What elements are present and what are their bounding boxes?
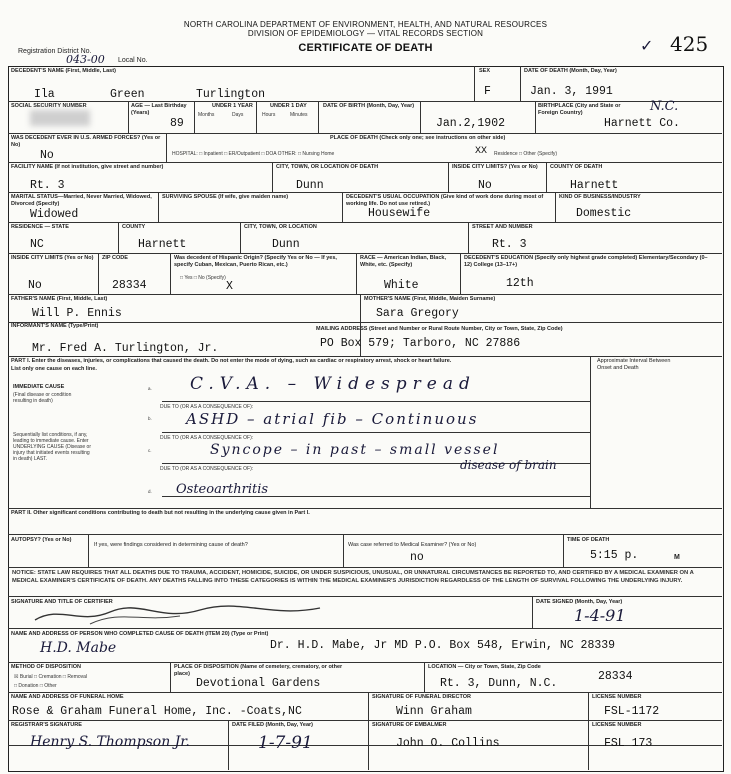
due-to-b: DUE TO (OR AS A CONSEQUENCE OF): bbox=[160, 435, 254, 441]
date-of-birth: Jan.2,1902 bbox=[436, 117, 506, 130]
res-county-label: COUNTY bbox=[122, 224, 146, 230]
father-label: FATHER'S NAME (First, Middle, Last) bbox=[11, 296, 108, 302]
residence-county: Harnett bbox=[138, 238, 187, 251]
due-to-c: DUE TO (OR AS A CONSEQUENCE OF): bbox=[160, 466, 254, 472]
agency-name: NORTH CAROLINA DEPARTMENT OF ENVIRONMENT, HEALTH, AND NATURAL RESOURCES bbox=[183, 20, 548, 29]
certifier-signature bbox=[30, 600, 330, 628]
cause-line-a: C.V.A. – Widespread bbox=[190, 374, 476, 394]
medical-examiner-value: no bbox=[410, 551, 424, 564]
date-filed: 1-7-91 bbox=[258, 733, 313, 753]
date-filed-label: DATE FILED (Month, Day, Year) bbox=[232, 722, 313, 728]
mother-name: Sara Gregory bbox=[376, 307, 459, 320]
medical-examiner-label: Was case referred to Medical Examiner? (Yes or No) bbox=[348, 542, 477, 548]
zip-value: 28334 bbox=[112, 279, 147, 292]
location-label: LOCATION — City or Town, State, Zip Code bbox=[428, 664, 541, 670]
immediate-label: IMMEDIATE CAUSE bbox=[13, 384, 65, 390]
decedent-last-name: Turlington bbox=[196, 88, 266, 101]
redacted-ssn bbox=[30, 110, 90, 126]
license-number: FSL-1172 bbox=[604, 705, 660, 718]
method-options-2: □ Donation □ Other bbox=[14, 683, 57, 689]
birthplace-state: N.C. bbox=[650, 99, 679, 114]
city-of-death: Dunn bbox=[296, 179, 324, 192]
hispanic-options: □ Yes □ No (Specify) bbox=[180, 275, 226, 281]
industry-label: KIND OF BUSINESS/INDUSTRY bbox=[559, 194, 641, 200]
decedent-first-name: Ila bbox=[34, 88, 55, 101]
mailing-label: MAILING ADDRESS (Street and Number or Rural Route Number, City or Town, State, Zip Code) bbox=[316, 326, 563, 332]
birthplace-label: BIRTHPLACE (City and State or Foreign Country) bbox=[538, 103, 621, 116]
cause-line-c: Syncope – in past – small vessel bbox=[210, 442, 500, 458]
sex-value: F bbox=[484, 85, 491, 98]
birthplace-county: Harnett Co. bbox=[604, 117, 680, 130]
part1-label: PART I. Enter the diseases, injuries, or complications that caused the death. Do not enter the mode of dying, such as cardiac or respiratory arrest, shock or heart failure. bbox=[11, 358, 452, 364]
date-signed-label: DATE SIGNED (Month, Day, Year) bbox=[536, 599, 623, 605]
time-meridiem: M bbox=[674, 554, 680, 561]
street-label: STREET AND NUMBER bbox=[472, 224, 533, 230]
checkmark-icon: ✓ bbox=[640, 36, 654, 55]
date-of-death-label: DATE OF DEATH (Month, Day, Year) bbox=[524, 68, 617, 74]
informant-label: INFORMANT'S NAME (Type/Print) bbox=[11, 323, 99, 329]
hours-label: Hours bbox=[262, 112, 276, 118]
informant-name: Mr. Fred A. Turlington, Jr. bbox=[32, 342, 219, 355]
registrar-label: REGISTRAR'S SIGNATURE bbox=[11, 722, 82, 728]
part1-sub: List only one cause on each line. bbox=[11, 366, 97, 372]
days-label: Days bbox=[232, 112, 244, 118]
res-state-label: RESIDENCE — STATE bbox=[11, 224, 69, 230]
certificate-title: CERTIFICATE OF DEATH bbox=[298, 42, 433, 54]
residence-city: Dunn bbox=[272, 238, 300, 251]
interval-label: Approximate Interval Between Onset and Death bbox=[597, 358, 671, 371]
hospital-options: HOSPITAL: □ Inpatient □ ER/Outpatient □ DOA OTHER: □ Nursing Home bbox=[172, 151, 335, 157]
place-label: PLACE OF DISPOSITION (Name of cemetery, crematory, or other place) bbox=[174, 664, 343, 677]
under-1-day-label: UNDER 1 DAY bbox=[270, 103, 307, 109]
disposition-zip: 28334 bbox=[598, 670, 633, 683]
part2-label: PART II. Other significant conditions contributing to death but not resulting in the underlying cause given in Part I. bbox=[11, 510, 310, 516]
education-value: 12th bbox=[506, 277, 534, 290]
funeral-home-label: NAME AND ADDRESS OF FUNERAL HOME bbox=[11, 694, 124, 700]
name-label: DECEDENT'S NAME (First, Middle, Last) bbox=[11, 68, 116, 74]
father-name: Will P. Ennis bbox=[32, 307, 122, 320]
stamp-number: 425 bbox=[670, 32, 709, 56]
date-signed: 1-4-91 bbox=[574, 606, 626, 625]
local-no-label: Local No. bbox=[118, 57, 148, 64]
marital-label: MARITAL STATUS—Married, Never Married, Widowed, Divorced (Specify) bbox=[11, 194, 152, 207]
license2-label: LICENSE NUMBER bbox=[592, 722, 642, 728]
place-of-disposition: Devotional Gardens bbox=[196, 677, 321, 690]
occupation-label: DECEDENT'S USUAL OCCUPATION (Give kind of work done during most of working life. Do not use retired.) bbox=[346, 194, 544, 207]
autopsy-label: AUTOPSY? (Yes or No) bbox=[11, 537, 72, 543]
director-label: SIGNATURE OF FUNERAL DIRECTOR bbox=[372, 694, 472, 700]
hispanic-value: X bbox=[226, 280, 233, 293]
cause-line-d: Osteoarthritis bbox=[176, 482, 269, 497]
date-of-death: Jan. 3, 1991 bbox=[530, 85, 613, 98]
findings-label: If yes, were findings considered in determining cause of death? bbox=[94, 542, 248, 548]
division-name: DIVISION OF EPIDEMIOLOGY — VITAL RECORDS SECTION bbox=[247, 29, 484, 38]
city-of-death-label: CITY, TOWN, OR LOCATION OF DEATH bbox=[276, 164, 379, 170]
certifier-name-address: Dr. H.D. Mabe, Jr MD P.O. Box 548, Erwin, NC 28339 bbox=[270, 639, 616, 652]
sequential-label: Sequentially list conditions, if any, leading to immediate cause. Enter UNDERLYING CAUSE (Disease or injury that initiated events resulting in death) LAST. bbox=[13, 432, 91, 462]
age-label: AGE — Last Birthday (Years) bbox=[131, 103, 187, 116]
residence-state: NC bbox=[30, 238, 44, 251]
residence-inside-city: No bbox=[28, 279, 42, 292]
education-label: DECEDENT'S EDUCATION (Specify only highest grade completed) Elementary/Secondary (0–12) College (13–17+) bbox=[464, 255, 708, 268]
funeral-home: Rose & Graham Funeral Home, Inc. -Coats,NC bbox=[12, 705, 302, 718]
race-label: RACE — American Indian, Black, White, etc. (Specify) bbox=[360, 255, 446, 268]
death-certificate: NORTH CAROLINA DEPARTMENT OF ENVIRONMENT, HEALTH, AND NATURAL RESOURCES DIVISION OF EPIDEMIOLOGY — VITAL RECORDS SECTION CERTIFICATE OF DEATH ✓ 425 Registration District No. 043-00 Local No. DECEDENT'S NAME (First, Middle, Last) Ila Green Turlington SEX F DATE OF DEATH (Month, Day, Year) Jan. 3, 1991 SOCIAL SECURITY NUMBER AGE — Last Birthday (Years) 89 UNDER 1 YEAR Months Days UNDER 1 DAY Hours Minutes DATE OF BIRTH (Month, Day, Year) Jan.2,1902 BIRTHPLACE (City and State or Foreign Country) N.C. Harnett Co. WAS DECEDENT EVER IN U.S. ARMED FORCES? (Yes or No) No PLACE OF DEATH (Check only one; see instructions on other side) HOSPITAL: □ Inpatient □ ER/Outpatient □ DOA OTHER: □ Nursing Home XX Residence □ Other (Specify) FACILITY NAME (If not institution, give street and number) Rt. 3 CITY, TOWN, OR LOCATION OF DEATH Dunn INSIDE CITY LIMITS? (Yes or No) No COUNTY OF DEATH Harnett MARITAL STATUS—Married, Never Married, Widowed, Divorced (Specify) Widowed SURVIVING SPOUSE (If wife, give maiden name) DECEDENT'S USUAL OCCUPATION (Give kind of work done during most of working life. Do not use retired.) Housewife KIND OF BUSINESS/INDUSTRY Domestic RESIDENCE — STATE NC COUNTY Harnett CITY, TOWN, OR LOCATION Dunn STREET AND NUMBER Rt. 3 INSIDE CITY LIMITS (Yes or No) No ZIP CODE 28334 Was decedent of Hispanic Origin? (Specify Yes or No — If yes, specify Cuban, Mexican, Puerto Rican, etc.) □ Yes □ No (Specify) X RACE — American Indian, Black, White, etc. (Specify) White DECEDENT'S EDUCATION (Specify only highest grade completed) Elementary/Secondary (0–12) College (13–17+) 12th FATHER'S NAME (First, Middle, Last) Will P. Ennis MOTHER'S NAME (First, Middle, Maiden Surname) Sara Gregory INFORMANT'S NAME (Type/Print) Mr. Fred A. Turlington, Jr. MAILING ADDRESS (Street and Number or Rural Route Number, City or Town, State, Zip Code) PO Box 579; Tarboro, NC 27886 PART I. Enter the diseases, injuries, or complications that caused the death. Do not enter the mode of dying, such as cardiac or respiratory arrest, shock or heart failure. List only one cause on each line. Approximate Interval Between Onset and Death IMMEDIATE CAUSE (Final disease or condition resulting in death) Sequentially list conditions, if any, leading to immediate cause. Enter UNDERLYING CAUSE (Disease or injury that initiated events resulting in death) LAST. DUE TO (OR AS A CONSEQUENCE OF): DUE TO (OR AS A CONSEQUENCE OF): DUE TO (OR AS A CONSEQUENCE OF): a. b. c. d. C.V.A. – Widespread ASHD – atrial fib – Continuous Syncope – in past – small vessel disease of brain Osteoarthritis PART II. Other significant conditions contributing to death but not resulting in the underlying cause given in Part I. AUTOPSY? (Yes or No) If yes, were findings considered in determining cause of death? Was case referred to Medical Examiner? (Yes or No) no TIME OF DEATH 5:15 p. M NOTICE: STATE LAW REQUIRES THAT ALL DEATHS DUE TO TRAUMA, ACCIDENT, HOMICIDE, SUICIDE, OR UNDER SUSPICIOUS, UNUSUAL, OR UNNATURAL CIRCUMSTANCES BE REPORTED TO, AND CERTIFIED BY A MEDICAL EXAMINER ON A MEDICAL EXAMINER'S CERTIFICATE OF DEATH. ANY DEATHS FALLING INTO THESE CATEGORIES IS WITHIN THE MEDICAL EXAMINER'S JURISDICTION REGARDLESS OF THE LENGTH OF SURVIVAL FOLLOWING THE UNDERLYING INJURY. SIGNATURE AND TITLE OF CERTIFIER DATE SIGNED (Month, Day, Year) 1-4-91 NAME AND ADDRESS OF PERSON WHO COMPLETED CAUSE OF DEATH (ITEM 20) (Type or Print) H.D. Mabe Dr. H.D. Mabe, Jr MD P.O. Box 548, Erwin, NC 28339 METHOD OF DISPOSITION ☒ Burial □ Cremation □ Removal □ Donation □ Other PLACE OF DISPOSITION (Name of cemetery, crematory, or other place) Devotional Gardens LOCATION — City or Town, State, Zip Code Rt. 3, Dunn, N.C. 28334 NAME AND ADDRESS OF FUNERAL HOME Rose & Graham Funeral Home, Inc. -Coats,NC SIGNATURE OF FUNERAL DIRECTOR Winn Graham LICENSE NUMBER FSL-1172 REGISTRAR'S SIGNATURE Henry S. Thompson Jr. DATE FILED (Month, Day, Year) 1-7-91 SIGNATURE OF EMBALMER John O. Collins LICENSE NUMBER FSL 173 bbox=[0, 0, 731, 774]
zip-label: ZIP CODE bbox=[102, 255, 128, 261]
race-value: White bbox=[384, 279, 419, 292]
facility-label: FACILITY NAME (If not institution, give street and number) bbox=[11, 164, 164, 170]
inside-city-label: INSIDE CITY LIMITS? (Yes or No) bbox=[452, 164, 538, 170]
age-value: 89 bbox=[170, 117, 184, 130]
registration-label: Registration District No. bbox=[18, 48, 92, 55]
license-label: LICENSE NUMBER bbox=[592, 694, 642, 700]
registrar-signature: Henry S. Thompson Jr. bbox=[30, 734, 190, 750]
sex-label: SEX bbox=[479, 68, 491, 74]
res-city-label: CITY, TOWN, OR LOCATION bbox=[244, 224, 317, 230]
immediate-sub: (Final disease or condition resulting in death) bbox=[13, 392, 72, 404]
decedent-middle-name: Green bbox=[110, 88, 145, 101]
dob-label: DATE OF BIRTH (Month, Day, Year) bbox=[323, 103, 415, 109]
disposition-location: Rt. 3, Dunn, N.C. bbox=[440, 677, 558, 690]
method-options-1: ☒ Burial □ Cremation □ Removal bbox=[14, 674, 88, 680]
registration-district: 043-00 bbox=[66, 53, 105, 66]
under-1-year-label: UNDER 1 YEAR bbox=[212, 103, 253, 109]
residence-street: Rt. 3 bbox=[492, 238, 527, 251]
county-of-death-label: COUNTY OF DEATH bbox=[550, 164, 603, 170]
embalmer-name: John O. Collins bbox=[396, 737, 500, 750]
certifier-signature-label: SIGNATURE AND TITLE OF CERTIFIER bbox=[11, 599, 113, 605]
cause-line-c2: disease of brain bbox=[460, 458, 557, 472]
funeral-director: Winn Graham bbox=[396, 705, 472, 718]
spouse-label: SURVIVING SPOUSE (If wife, give maiden name) bbox=[162, 194, 289, 200]
occupation-value: Housewife bbox=[368, 207, 431, 220]
method-label: METHOD OF DISPOSITION bbox=[11, 664, 81, 670]
residence-check-mark: XX bbox=[475, 146, 488, 157]
facility-value: Rt. 3 bbox=[30, 179, 65, 192]
res-inside-label: INSIDE CITY LIMITS (Yes or No) bbox=[11, 255, 94, 261]
mother-label: MOTHER'S NAME (First, Middle, Maiden Surname) bbox=[364, 296, 496, 302]
due-to-a: DUE TO (OR AS A CONSEQUENCE OF): bbox=[160, 404, 254, 410]
marital-status: Widowed bbox=[30, 208, 79, 221]
county-of-death: Harnett bbox=[570, 179, 619, 192]
other-options: Residence □ Other (Specify) bbox=[494, 151, 558, 157]
legal-notice: NOTICE: STATE LAW REQUIRES THAT ALL DEATHS DUE TO TRAUMA, ACCIDENT, HOMICIDE, SUICIDE, OR UNDER SUSPICIOUS, UNUSUAL, OR UNNATURAL CIRCUMSTANCES BE REPORTED TO, AND CERTIFIED BY A MEDICAL EXAMINER ON A MEDICAL EXAMINER'S CERTIFICATE OF DEATH. ANY DEATHS FALLING INTO THESE CATEGORIES IS WITHIN THE MEDICAL EXAMINER'S JURISDICTION REGARDLESS OF THE LENGTH OF SURVIVAL FOLLOWING THE UNDERLYING INJURY. bbox=[12, 570, 694, 584]
armed-forces-value: No bbox=[40, 149, 54, 162]
minutes-label: Minutes bbox=[290, 112, 308, 118]
inside-city-value: No bbox=[478, 179, 492, 192]
industry-value: Domestic bbox=[576, 207, 632, 220]
months-label: Months bbox=[198, 112, 215, 118]
name-address-label: NAME AND ADDRESS OF PERSON WHO COMPLETED CAUSE OF DEATH (ITEM 20) (Type or Print) bbox=[11, 631, 269, 637]
time-of-death-label: TIME OF DEATH bbox=[567, 537, 610, 543]
armed-forces-label: WAS DECEDENT EVER IN U.S. ARMED FORCES? (Yes or No) bbox=[11, 135, 161, 148]
ssn-label: SOCIAL SECURITY NUMBER bbox=[11, 103, 87, 109]
time-of-death: 5:15 p. bbox=[590, 549, 639, 562]
embalmer-license: FSL 173 bbox=[604, 737, 653, 750]
cause-line-b: ASHD – atrial fib – Continuous bbox=[186, 410, 479, 428]
embalmer-label: SIGNATURE OF EMBALMER bbox=[372, 722, 447, 728]
certifier-handwritten-signature: H.D. Mabe bbox=[40, 640, 117, 656]
mailing-address: PO Box 579; Tarboro, NC 27886 bbox=[320, 337, 521, 350]
place-of-death-label: PLACE OF DEATH (Check only one; see instructions on other side) bbox=[330, 135, 506, 141]
hispanic-label: Was decedent of Hispanic Origin? (Specify Yes or No — If yes, specify Cuban, Mexican, Puerto Rican, etc.) bbox=[174, 255, 337, 268]
